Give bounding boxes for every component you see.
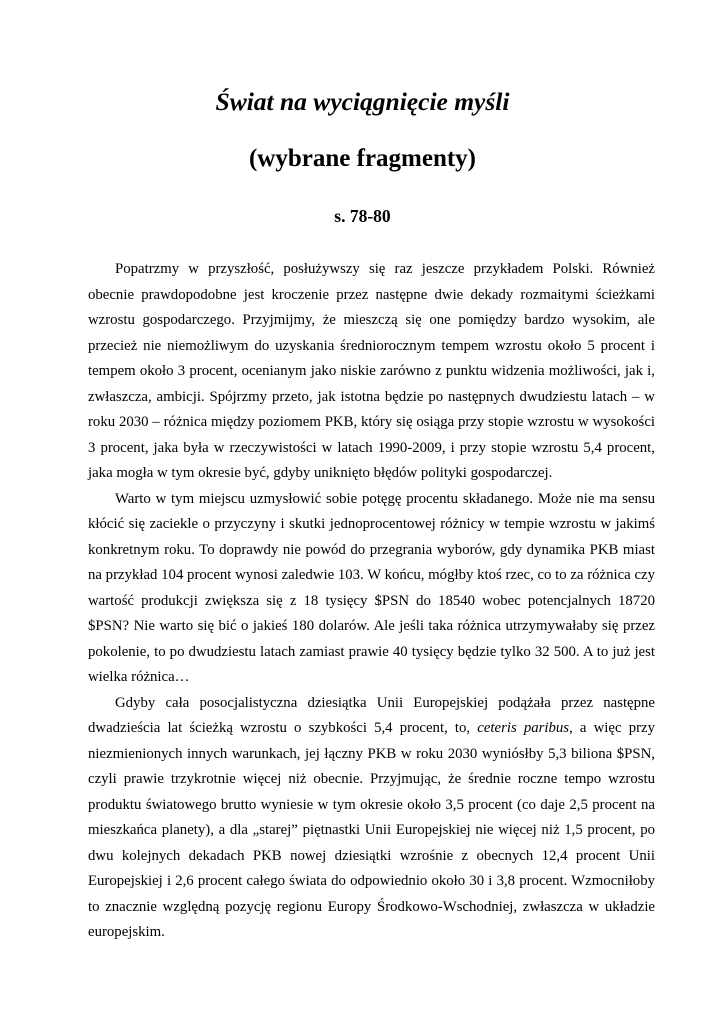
document-subtitle: (wybrane fragmenty)	[248, 145, 477, 172]
paragraph-3-text-after: , a więc przy niezmienionych innych warunkach, jej łączny PKB w roku 2030 wyniósłby 5,3 biliona $PSN, czyli prawie trzykrotnie więcej niż obecnie. Przyjmując, że średnie roczne tempo wzrostu produktu światowego brutto wyniesie w tym okresie około 3,5 procent (co daje 2,5 procent na mieszkańca planety), a dla „starej” piętnastki Unii Europejskiej nie więcej niż 1,5 procent, po dwu kolejnych dekadach PKB nowej dziesiątki wzrośnie z obecnych 12,4 procent Unii Europejskiej i 2,6 procent całego świata do odpowiednio około 30 i 3,8 procent. Wzmocniłoby to znacznie względną pozycję regionu Europy Środkowo-Wschodniej, zwłaszcza w układzie europejskim.	[88, 720, 655, 940]
paragraph-3-text-before: Gdyby cała posocjalistyczna dziesiątka Unii Europejskiej podążała przez następne dwadzieścia lat ścieżką wzrostu o szybkości 5,4 procent, to,	[88, 694, 655, 736]
paragraph-3	[88, 691, 655, 946]
paragraph-3-emphasis: ceteris paribus	[477, 720, 570, 736]
body-text	[88, 257, 655, 946]
document-title: Świat na wyciągnięcie myśli	[215, 87, 510, 116]
paragraph-2: Warto w tym miejscu uzmysłowić sobie potęgę procentu składanego. Może nie ma sensu kłócić się zaciekle o przyczyny i skutki jednoprocentowej różnicy w tempie wzrostu w jakimś konkretnym roku. To doprawdy nie powód do przegrania wyborów, gdy dynamika PKB miast na przykład 104 procent wynosi zaledwie 103. W końcu, mógłby ktoś rzec, co to za różnica czy wartość produkcji zwiększa się z 18 tysięcy $PSN do 18540 wobec potencjalnych 18720 $PSN? Nie warto się bić o jakieś 180 dolarów. Ale jeśli taka różnica utrzymywałaby się przez pokolenie, to po dwudziestu latach zamiast prawie 40 tysięcy będzie tylko 32 500. A to już jest wielka różnica…	[88, 490, 655, 685]
page-range: s. 78-80	[334, 206, 391, 226]
paragraph-1: Popatrzmy w przyszłość, posłużywszy się raz jeszcze przykładem Polski. Również obecnie prawdopodobne jest kroczenie przez następne dwie dekady rozmaitymi ścieżkami wzrostu gospodarczego. Przyjmijmy, że mieszczą się one pomiędzy bardzo wysokim, ale przecież nie niemożliwym do uzyskania średniorocznym tempem wzrostu około 5 procent i tempem około 3 procent, ocenianym jako niskie zarówno z punktu widzenia możliwości, jak i, zwłaszcza, ambicji. Spójrzmy przeto, jak istotna będzie po następnych dwudziestu latach – w roku 2030 – różnica między poziomem PKB, który się osiąga przy stopie wzrostu w wysokości 3 procent, jaka była w rzeczywistości w latach 1990-2009, i przy stopie wzrostu 5,4 procent, jaka mogła w tym okresie być, gdyby uniknięto błędów polityki gospodarczej.	[88, 261, 655, 481]
